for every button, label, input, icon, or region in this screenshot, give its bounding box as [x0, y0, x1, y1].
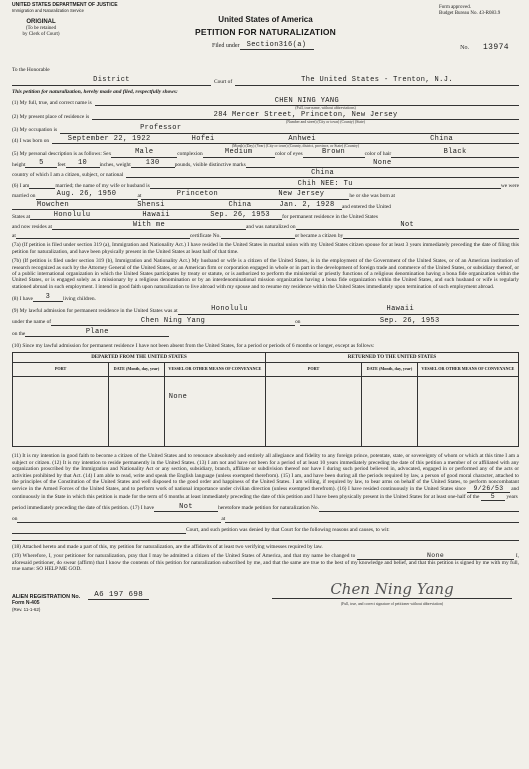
birth-province: Anhwei: [240, 135, 364, 144]
marriage-date: Aug. 26, 1950: [36, 190, 138, 199]
previous-on-label: on: [12, 516, 18, 523]
filed-under-value: Section316(a): [240, 41, 314, 50]
field-marriage: [12, 180, 519, 189]
paragraph-7b: (7b) (If petition is filed under section 319 (b), Immigration and Nationality Act.) My husband or wife is a citizen of the United States, is in the employment of the Government of the United States, or of an American institution of research recognized as such by the Attorney General of the United States, or an American firm or corporation engaged in whole or in part in the development of foreign trade and commerce of the United States, or subsidiary thereof, or of a public international organization in which the United States participates by treaty or statute, or is authorized to perform the ministerial or priestly functions of a religious denomination having a bona fide organization within the United States, or is engaged solely as a missionary by a religious denomination or by an interdenominational mission organization having a bona fide organization within the United States, and such husband or wife is regularly stationed abroad in such employment. I intend in good faith upon naturalization to live abroad with my spouse and to resume my residence within the United States immediately upon termination of such employment abroad.: [12, 258, 519, 290]
married-on-label: married on: [12, 193, 36, 200]
signature-caption: (Full, true, and correct signature of petitioner without abbreviation): [340, 601, 444, 606]
paragraph-18: (18) Attached hereto and made a part of this, my petition for naturalization, are the affidavits of at least two verifying witnesses required by law.: [12, 543, 323, 550]
entry-state: Hawaii: [114, 211, 198, 220]
original-note-2: by Clerk of Court): [22, 31, 60, 37]
name-label: (1) My full, true, and correct name is: [12, 99, 92, 106]
spouse-born-label: he or she was born at: [349, 193, 396, 200]
col-vessel-returned: VESSEL OR OTHER MEANS OF CONVEYANCE: [417, 363, 518, 377]
filed-under-label: Filed under: [212, 43, 240, 50]
previous-petition-suffix: heretofore made petition for naturalization No.: [218, 505, 319, 512]
cert-at-label: at: [12, 233, 16, 240]
residence-caption: (Number and street) (City or town) (County) (State): [286, 119, 365, 124]
paragraph-11-text: (11) It is my intention in good faith to become a citizen of the United States and to renounce absolutely and entirely all allegiance and fidelity to any foreign prince, potentate, state, or sovereignty of whom or which at this time I am a subject or citizen. (12) It is my intention to reside permanently in the United States. (13) I am not and have not been for a period of at least 10 years immediately preceding the date of this petition a member of or affiliated with any organization proscribed by the Immigration and Nationality Act or any section, subsidiary, branch, affiliate or subdivision thereof nor have I during such period believed in, advocated, engaged in or performed any of the acts or activities prohibited by that Act. (14) I am able to read, write and speak the English language (unless exempted therefrom). (15) I am, and have been during all the periods required by law, a person of good moral character, attached to the principles of the Constitution of the United States and well disposed to the good order and happiness of the United States. I am willing, if required by law, to bear arms on behalf of the United States, to perform noncombatant service in the Armed Forces of the United States, and to perform work of national importance under civilian direction (unless exempted therefrom). (16) I have resided continuously in the United States since: [12, 453, 519, 493]
col-port-returned: PORT: [265, 363, 361, 377]
inches-label: inches, weight: [99, 161, 131, 168]
previous-petition-label: period immediately preceding the date of this petition. (17) I have: [12, 505, 155, 512]
citizen-otherwise-label: or became a citizen by: [294, 233, 344, 240]
children-suffix: living children.: [62, 295, 96, 302]
height-feet: 5: [25, 159, 57, 168]
col-date-returned: DATE (Month, day, year): [362, 363, 418, 377]
form-title: PETITION FOR NATURALIZATION: [194, 27, 337, 37]
field-occupation: [12, 124, 519, 133]
admission-label: (9) My lawful admission for permanent residence in the United States was at: [12, 308, 178, 315]
service-line: Immigration and Naturalization Service: [12, 8, 84, 13]
residence-label: (2) My present place of residence is: [12, 113, 90, 120]
height-label: height: [12, 161, 26, 168]
field-birth: [12, 135, 519, 144]
field-certificate: [12, 231, 519, 239]
form-footer: [12, 577, 519, 617]
paragraph-11-16: [12, 453, 519, 500]
marriage-city: Princeton: [141, 190, 253, 199]
to-honorable: To the Honorable: [12, 67, 50, 73]
residence-since-date: 9/26/53: [467, 485, 509, 493]
field-spouse-residence: [12, 221, 519, 230]
naturalized-label: and was naturalized on: [245, 224, 296, 231]
field-spouse-birth: [12, 201, 519, 210]
absence-table: [12, 352, 519, 447]
conveyance: Plane: [25, 328, 169, 337]
children-count: 3: [33, 293, 63, 302]
feet-label: feet: [57, 161, 66, 168]
col-port-departed: PORT: [13, 363, 109, 377]
previous-petition: Not: [154, 503, 218, 512]
paragraph-17-on: [12, 515, 519, 523]
spouse-birth-country: China: [208, 201, 272, 210]
paragraph-9-name: [12, 317, 519, 326]
form-header: [12, 3, 519, 61]
were-label: we were: [500, 183, 519, 190]
court-name: The United States - Trenton, N.J.: [235, 76, 519, 85]
spouse-birth-date: Jan. 2, 1928: [272, 201, 342, 210]
residence: 284 Mercer Street, Princeton, New Jersey: [92, 111, 519, 120]
admission-name: Chen Ning Yang: [51, 317, 295, 326]
denial-reasons-line: [12, 534, 519, 541]
spouse-birth-province: Shensi: [94, 201, 208, 210]
alien-registration: [12, 591, 149, 601]
paragraph-17: [12, 503, 519, 512]
citizenship: China: [126, 169, 519, 178]
alien-reg-label: ALIEN REGISTRATION No.: [12, 594, 81, 601]
born-label: (4) I was born on: [12, 137, 50, 144]
birth-country: China: [364, 135, 519, 144]
personal-fields: [12, 97, 519, 239]
sex: Male: [111, 148, 177, 157]
under-name-label: under the name of: [12, 319, 52, 326]
height-inches: 10: [66, 159, 100, 168]
field-residence: [12, 111, 519, 120]
birth-city: Hofei: [166, 135, 240, 144]
married-label: (6) I am: [12, 183, 30, 190]
occupation: Professor: [60, 124, 519, 133]
paragraph-19-text: (19) Wherefore, I, your petitioner for naturalization, pray that I may be admitted a citizen of the United States of America, and that my name be changed to: [12, 553, 356, 560]
spouse-naturalized: Not: [296, 221, 519, 230]
paragraph-17-court: [12, 526, 519, 534]
filed-under-line: [212, 41, 314, 50]
admission-city: Honolulu: [178, 305, 282, 314]
court-denial-text: Court, and such petition was denied by that Court for the following reasons and causes, to wit:: [186, 527, 390, 534]
paragraph-19: [12, 552, 519, 572]
hair-color: Black: [391, 148, 519, 157]
cert-no-label: certificate No.: [189, 233, 221, 240]
at-label: at: [137, 193, 142, 200]
perm-res-label: for permanent residence in the United States: [282, 213, 378, 220]
original-title: ORIGINAL: [26, 19, 56, 25]
citizenship-label: country of which I am a citizen, subject, or national: [12, 171, 124, 178]
country-heading: United States of America: [218, 15, 313, 24]
field-citizenship: [12, 169, 519, 178]
field-marriage-place: [12, 190, 519, 199]
court-of-label: Court of: [214, 79, 233, 86]
birth-date: September 22, 1922: [52, 135, 166, 144]
field-spouse-entry: [12, 211, 519, 220]
resides-label: and now resides at: [12, 224, 52, 231]
oath-text: I, aforesaid petitioner, do swear (affirm) that I know the contents of this petition for naturalization subscribed by me, and that the same are true to the best of my knowledge and belief, and that this petition is signed by me with my full, true name: SO HELP ME GOD.: [12, 553, 519, 573]
description-label: (5) My personal description is as follows: Sex: [12, 151, 112, 158]
absence-entry: None: [164, 377, 265, 447]
petition-number: [460, 43, 509, 52]
paragraph-9: [12, 305, 519, 314]
entry-date: Sep. 26, 1953: [198, 211, 282, 220]
distinctive-marks: None: [246, 159, 519, 168]
alien-reg-number: A6 197 698: [88, 591, 149, 601]
petition-no-label: No.: [460, 45, 469, 52]
hair-label: color of hair: [364, 151, 392, 158]
form-revision: (Rev. 11-1-62): [12, 606, 41, 612]
field-name: [12, 97, 519, 106]
signature-line: [272, 581, 512, 600]
original-note-1: (To be retained: [25, 26, 57, 32]
marriage-state: New Jersey: [253, 190, 349, 199]
complexion-label: complexion: [177, 151, 203, 158]
marks-label: pounds, visible distinctive marks: [174, 161, 246, 168]
married-mid-label: married; the name of my wife or husband is: [55, 183, 150, 190]
admission-on-label: on: [295, 319, 301, 326]
full-name: CHEN NING YANG: [95, 97, 519, 106]
approval-note: [439, 5, 519, 17]
entered-label: and entered the United: [342, 203, 391, 210]
spouse-birth-city: Mowchen: [12, 201, 94, 210]
paragraph-9-conveyance: [12, 328, 519, 337]
petitioner-signature: Chen Ning Yang: [330, 579, 454, 598]
col-date-departed: DATE (Month, day, year): [109, 363, 165, 377]
weight: 130: [131, 159, 175, 168]
paragraph-7a: (7a) (If petition is filed under section 319 (a), Immigration and Nationality Act.) I have resided in the United States in marital union with my United States citizen spouse for at least 3 years immediately preceding the date of filing this petition for naturalization, and have been physically present in the United States at least half of that time.: [12, 242, 519, 255]
years-label: years: [506, 493, 518, 500]
department-line: UNITED STATES DEPARTMENT OF JUSTICE: [12, 2, 118, 8]
form-approved: Form approved.: [439, 5, 471, 10]
petition-statement: This petition for naturalization, hereby made and filed, respectfully shows:: [12, 88, 178, 95]
name-caption: (Full, true name, without abbreviations): [295, 106, 356, 111]
returned-header: RETURNED TO THE UNITED STATES: [265, 353, 518, 363]
entry-city: Honolulu: [30, 211, 114, 220]
paragraph-16-text: and continuously in the State in which this petition is made for the term of 6 months at least immediately preceding the date of this petition and I have been physically present in the United States for at least one-half of the: [12, 486, 519, 500]
admission-state: Hawaii: [282, 305, 519, 314]
states-at-label: States at: [12, 213, 31, 220]
paragraph-8: [12, 293, 519, 302]
court-block: [12, 67, 519, 95]
petition-no-value: 13974: [482, 43, 509, 52]
field-height-weight: [12, 159, 519, 168]
spouse-name: Chih NEE: Tu: [150, 180, 501, 189]
previous-at-label: at: [221, 516, 226, 523]
court-line: [12, 76, 519, 85]
form-number: Form N-405: [12, 599, 40, 606]
spouse-resides-at: With me: [52, 221, 246, 230]
occupation-label: (3) My occupation is: [12, 127, 58, 134]
field-description: [12, 148, 519, 157]
children-label: (8) I have: [12, 295, 33, 302]
court-type: District: [12, 76, 211, 85]
paragraph-10: (10) Since my lawful admission for permanent residence I have not been absent from the United States, for a period or periods of 6 months or longer, except as follows:: [12, 343, 375, 350]
birth-caption: (Month) (Day) (Year) (City or town) (County, district, province, or State) (Country): [231, 143, 360, 148]
name-change: None: [357, 552, 514, 560]
eye-color: Brown: [303, 148, 365, 157]
col-vessel-departed: VESSEL OR OTHER MEANS OF CONVEYANCE: [164, 363, 265, 377]
eyes-label: color of eyes: [274, 151, 303, 158]
departed-header: DEPARTED FROM THE UNITED STATES: [13, 353, 266, 363]
on-the-label: on the: [12, 330, 26, 337]
admission-date: Sep. 26, 1953: [300, 317, 519, 326]
budget-number: Budget Bureau No. 43-R083.9: [439, 10, 501, 16]
complexion: Medium: [203, 148, 275, 157]
presence-years: 5: [481, 493, 505, 501]
